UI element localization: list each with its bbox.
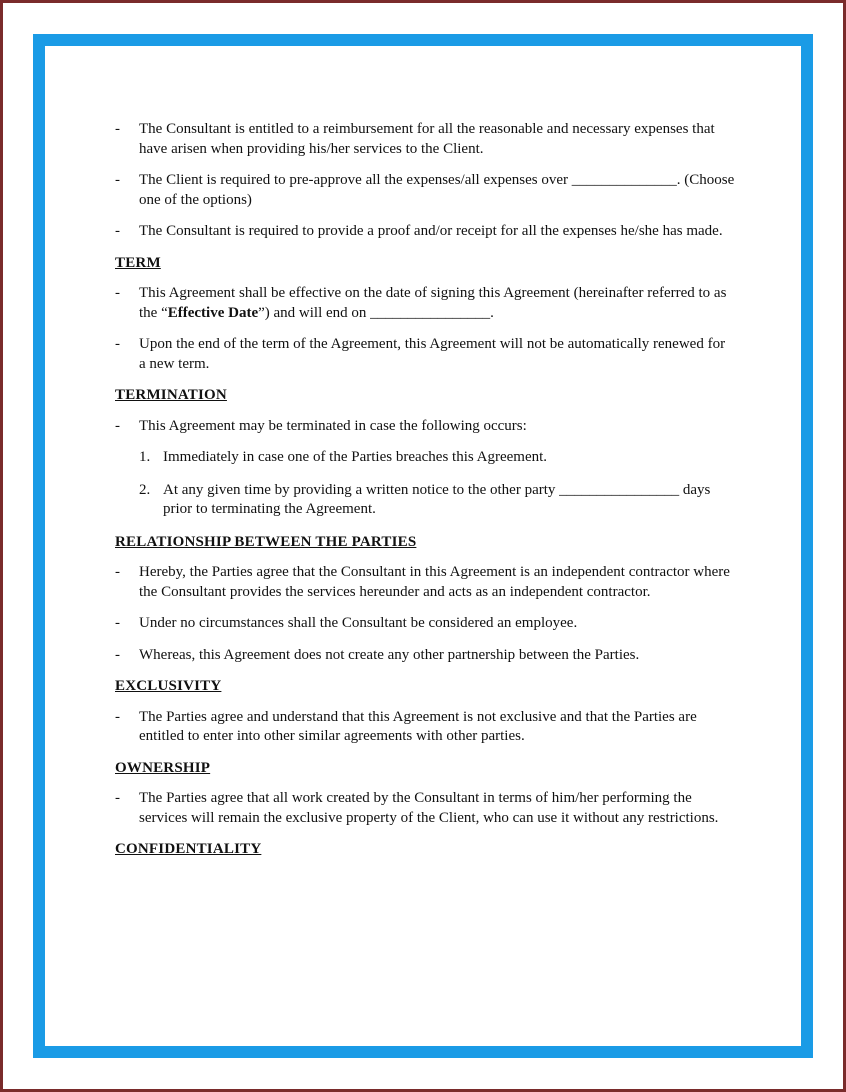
list-item-text: Upon the end of the term of the Agreement, this Agreement will not be automatically renewed for a new term. xyxy=(139,336,726,372)
effective-date-term: Effective Date xyxy=(167,304,259,321)
list-item-text xyxy=(139,285,726,321)
bullet-dash: - xyxy=(115,336,120,352)
document-body xyxy=(115,120,735,871)
bullet-dash: - xyxy=(115,646,120,663)
list-item-text: Under no circumstances shall the Consultant be considered an employee. xyxy=(139,615,578,631)
numbered-item-text: Immediately in case one of the Parties breaches this Agreement. xyxy=(163,449,548,465)
list-item-text: Hereby, the Parties agree that the Consultant in this Agreement is an independent contractor where the Consultant provides the services hereunder and acts as an independent contractor. xyxy=(139,564,730,600)
list-item xyxy=(115,614,735,634)
list-item xyxy=(115,120,735,159)
bullet-dash: - xyxy=(115,615,120,631)
list-item xyxy=(115,646,735,666)
bullet-dash: - xyxy=(115,417,120,434)
section-heading-relationship: RELATIONSHIP BETWEEN THE PARTIES xyxy=(115,533,417,550)
section-heading-confidentiality: CONFIDENTIALITY xyxy=(115,841,262,857)
bullet-dash: - xyxy=(115,121,120,137)
bullet-dash: - xyxy=(115,790,120,806)
list-item-text: This Agreement may be terminated in case the following occurs: xyxy=(139,417,527,434)
bullet-dash: - xyxy=(115,172,120,188)
section-heading-ownership: OWNERSHIP xyxy=(115,759,211,776)
term-text-pre: This Agreement shall be effective on the date of signing this Agreement (hereinafter referred to as the “ xyxy=(139,285,727,321)
section-heading-exclusivity: EXCLUSIVITY xyxy=(115,678,222,694)
list-item xyxy=(115,222,735,242)
list-item-text: The Consultant is entitled to a reimbursement for all the reasonable and necessary expenses that have arisen when providing his/her services to the Client. xyxy=(139,121,715,157)
list-item-text: The Parties agree that all work created by the Consultant in terms of him/her performing the services will remain the exclusive property of the Client, who can use it without any restrictions. xyxy=(139,790,719,826)
list-item-text: Whereas, this Agreement does not create any other partnership between the Parties. xyxy=(139,646,640,663)
list-item xyxy=(115,708,735,747)
list-item xyxy=(115,171,735,210)
item-number: 2. xyxy=(139,481,151,498)
numbered-item-text: At any given time by providing a written notice to the other party ________________ days prior to terminating the Agreement. xyxy=(163,481,711,517)
term-text-post: ”) and will end on ________________. xyxy=(258,304,494,321)
bullet-dash: - xyxy=(115,708,120,725)
numbered-item xyxy=(115,448,735,468)
list-item-text: The Client is required to pre-approve all the expenses/all expenses over ______________. (Choose one of the options) xyxy=(139,172,735,208)
list-item xyxy=(115,284,735,323)
bullet-dash: - xyxy=(115,285,120,301)
list-item-text: The Parties agree and understand that this Agreement is not exclusive and that the Parties are entitled to enter into other similar agreements with other parties. xyxy=(139,708,697,744)
list-item xyxy=(115,789,735,828)
list-item-text: The Consultant is required to provide a proof and/or receipt for all the expenses he/she has made. xyxy=(139,223,723,239)
item-number: 1. xyxy=(139,449,151,465)
list-item xyxy=(115,417,735,437)
list-item xyxy=(115,563,735,602)
bullet-dash: - xyxy=(115,223,120,239)
numbered-item xyxy=(115,481,735,520)
section-heading-term: TERM xyxy=(115,254,161,271)
section-heading-termination: TERMINATION xyxy=(115,387,227,403)
bullet-dash: - xyxy=(115,564,120,580)
list-item xyxy=(115,335,735,374)
